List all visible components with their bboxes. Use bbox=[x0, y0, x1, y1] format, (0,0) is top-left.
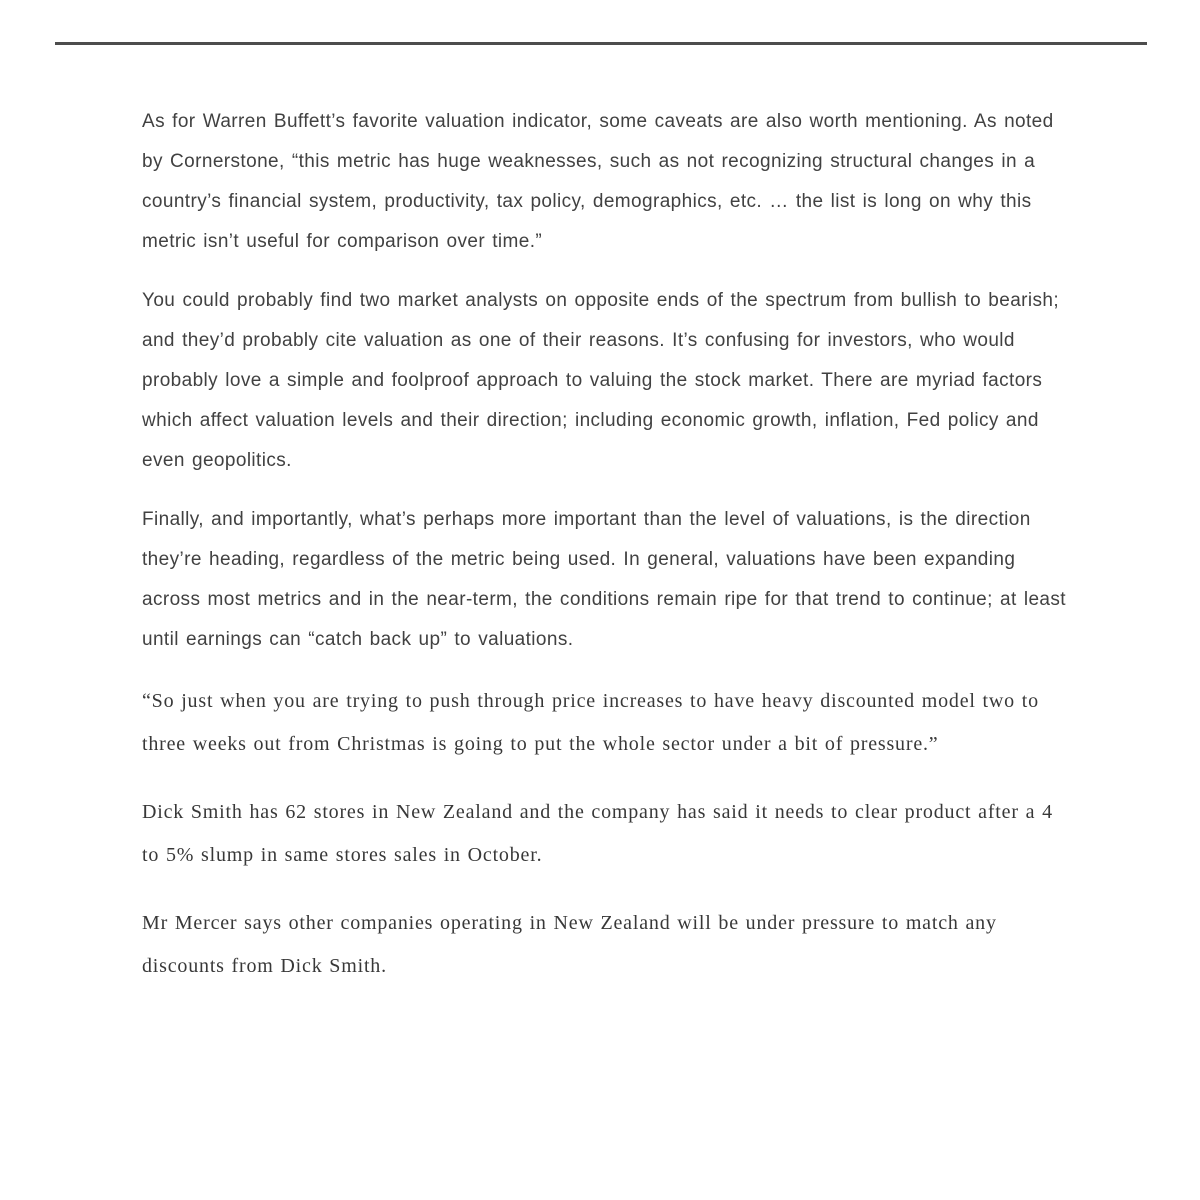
paragraph-mercer-discounts: Mr Mercer says other companies operating in New Zealand will be under pressure to match any discounts from Dick Smith. bbox=[142, 912, 997, 977]
paragraph-quote-pressure: “So just when you are trying to push through price increases to have heavy discounted model two to three weeks out from Christmas is going to put the whole sector under a bit of pressure.” bbox=[142, 690, 1039, 755]
paragraph-buffett-indicator: As for Warren Buffett’s favorite valuation indicator, some caveats are also worth mentioning. As noted by Cornerstone, “this metric has huge weaknesses, such as not recognizing structural changes in a country’s financial system, productivity, tax policy, demographics, etc. … the list is long on why this metric isn’t useful for comparison over time.” bbox=[142, 111, 1054, 252]
paragraph-dick-smith-stores: Dick Smith has 62 stores in New Zealand and the company has said it needs to clear product after a 4 to 5% slump in same stores sales in October. bbox=[142, 801, 1053, 866]
article-body bbox=[142, 102, 1067, 1013]
paragraph-market-analysts: You could probably find two market analysts on opposite ends of the spectrum from bullish to bearish; and they’d probably cite valuation as one of their reasons. It’s confusing for investors, who would probably love a simple and foolproof approach to valuing the stock market. There are myriad factors which affect valuation levels and their direction; including economic growth, inflation, Fed policy and even geopolitics. bbox=[142, 290, 1060, 471]
top-divider bbox=[55, 42, 1147, 45]
paragraph-valuation-direction: Finally, and importantly, what’s perhaps more important than the level of valuations, is the direction they’re heading, regardless of the metric being used. In general, valuations have been expanding across most metrics and in the near-term, the conditions remain ripe for that trend to continue; at least until earnings can “catch back up” to valuations. bbox=[142, 509, 1066, 650]
